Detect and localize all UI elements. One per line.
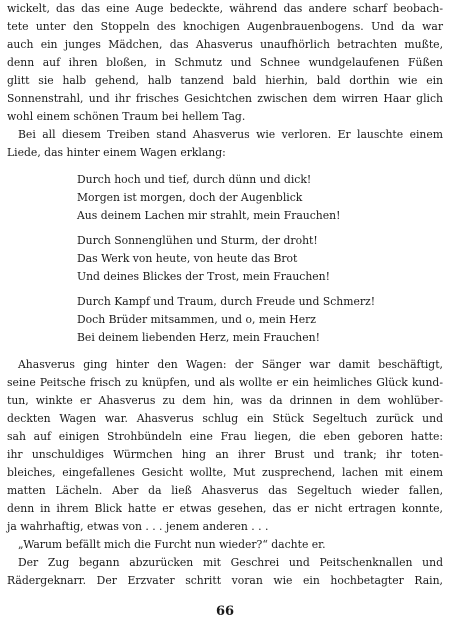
text-line: matten Lächeln. Aber da ließ Ahasverus das Segeltuch wieder fallen, (7, 484, 443, 497)
verse-line: Durch Kampf und Traum, durch Freude und Schmerz! (77, 295, 376, 308)
text-line: ja wahrhaftig, etwas von . . . jenem anderen . . . (7, 520, 269, 533)
text-line: Der Zug begann abzurücken mit Geschrei und Peitschenknallen und (18, 556, 443, 569)
verse-line: Morgen ist morgen, doch der Augenblick (77, 191, 303, 204)
verse-line: Das Werk von heute, von heute das Brot (77, 252, 298, 265)
text-line: bleiches, eingefallenes Gesicht wollte, Mut zusprechend, lachen mit einem (7, 466, 443, 479)
text-line: wickelt, das das eine Auge bedeckte, während das andere scharf beobach- (7, 2, 443, 15)
text-line: auch ein junges Mädchen, das Ahasverus unaufhörlich betrachten mußte, (7, 38, 443, 51)
verse-line: Durch hoch und tief, durch dünn und dick! (77, 173, 312, 186)
text-line: Ahasverus ging hinter den Wagen: der Sänger war damit beschäftigt, (18, 358, 443, 371)
page-number: 66 (215, 604, 235, 619)
verse-line: Doch Brüder mitsammen, und o, mein Herz (77, 313, 316, 326)
text-line: Sonnenstrahl, und ihr frisches Gesichtchen zwischen dem wirren Haar glich (7, 92, 443, 105)
text-line: „Warum befällt mich die Furcht nun wieder?“ dachte er. (18, 538, 326, 551)
text-line: glitt sie halb gehend, halb tanzend bald hierhin, bald dorthin wie ein (7, 74, 443, 87)
text-line: seine Peitsche frisch zu knüpfen, und als wollte er ein heimliches Glück kund- (7, 376, 443, 389)
verse-line: Durch Sonnenglühen und Sturm, der droht! (77, 234, 318, 247)
verse-line: Bei deinem liebenden Herz, mein Frauchen! (77, 331, 320, 344)
text-line: Rädergeknarr. Der Erzvater schritt voran wie ein hochbetagter Rain, (7, 574, 443, 587)
text-line: tun, winkte er Ahasverus zu dem hin, was da drinnen in dem wohlüber- (7, 394, 443, 407)
text-line: Liede, das hinter einem Wagen erklang: (7, 146, 226, 159)
text-line: tete unter den Stoppeln des knochigen Augenbrauenbogens. Und da war (7, 20, 443, 33)
text-line: denn auf ihren bloßen, in Schmutz und Schnee wundgelaufenen Füßen (7, 56, 443, 69)
verse-line: Aus deinem Lachen mir strahlt, mein Frauchen! (77, 209, 341, 222)
text-line: sah auf einigen Strohbündeln eine Frau liegen, die eben geboren hatte: (7, 430, 443, 443)
text-line: deckten Wagen war. Ahasverus schlug ein Stück Segeltuch zurück und (7, 412, 443, 425)
text-line: ihr unschuldiges Würmchen hing an ihrer Brust und trank; ihr toten- (7, 448, 443, 461)
verse-line: Und deines Blickes der Trost, mein Frauchen! (77, 270, 330, 283)
text-line: denn in ihrem Blick hatte er etwas gesehen, das er nicht ertragen konnte, (7, 502, 443, 515)
text-line: Bei all diesem Treiben stand Ahasverus wie verloren. Er lauschte einem (18, 128, 443, 141)
text-line: wohl einem schönen Traum bei hellem Tag. (7, 110, 246, 123)
